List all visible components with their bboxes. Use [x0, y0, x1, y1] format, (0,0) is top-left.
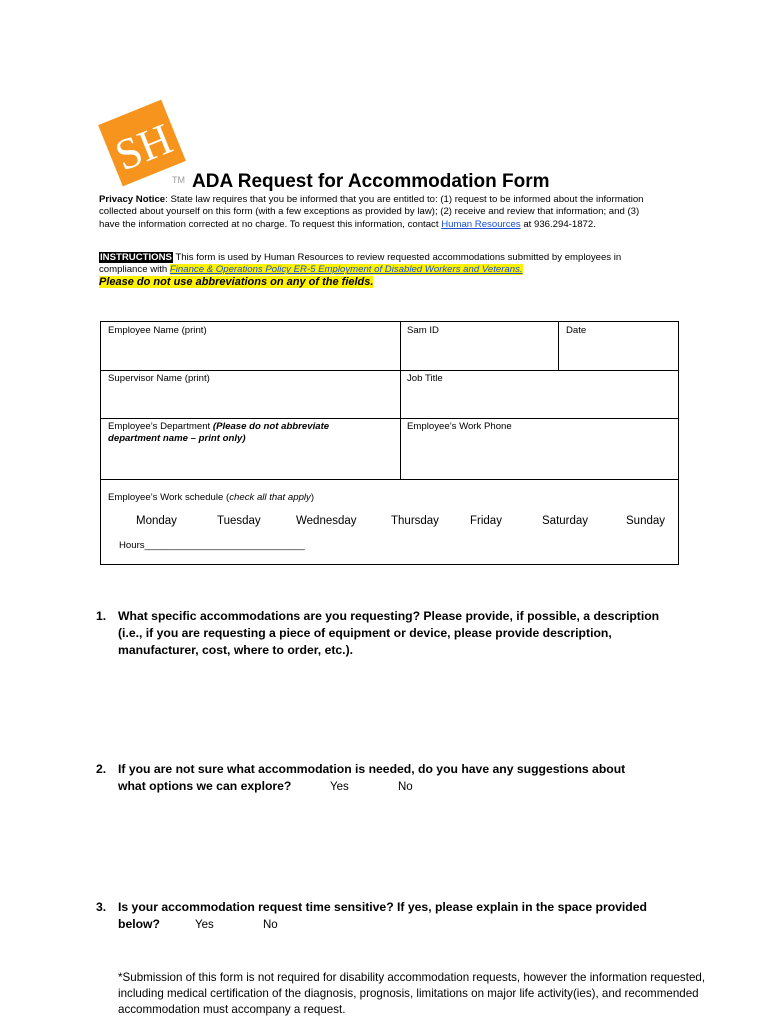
department-note: (Please do not abbreviate department name – print only)	[108, 421, 330, 444]
question-1-text: What specific accommodations are you requesting? Please provide, if possible, a description (i.e., if you are requesting a piece of equipment or device, please provide description, manufacturer, cost, where to order, etc.).	[118, 609, 660, 657]
schedule-prefix: Employee’s Work schedule (	[108, 492, 230, 503]
privacy-notice	[99, 194, 659, 231]
work-phone-field[interactable]: Employee’s Work Phone	[407, 421, 512, 432]
policy-link[interactable]: Finance & Operations Policy ER-5 Employment of Disabled Workers and Veterans.	[169, 264, 523, 276]
svg-text:SH: SH	[108, 113, 179, 181]
question-1-number: 1.	[96, 609, 107, 623]
question-2	[96, 761, 686, 795]
question-3-text: Is your accommodation request time sensitive? If yes, please explain in the space provided below?	[118, 900, 647, 931]
day-wednesday[interactable]: Wednesday	[296, 515, 357, 527]
question-2-no-option[interactable]: No	[398, 781, 413, 793]
day-monday[interactable]: Monday	[136, 515, 177, 527]
department-field[interactable]	[108, 421, 378, 445]
submission-footnote: *Submission of this form is not required for disability accommodation requests, however the information requested, including medical certification of the diagnosis, prognosis, limitations on major life activity(ies), and recommended accommodation must accompany a request.	[118, 971, 706, 1016]
question-2-yes-option[interactable]: Yes	[330, 781, 349, 793]
schedule-suffix: )	[310, 492, 315, 503]
human-resources-link[interactable]: Human Resources	[441, 218, 521, 230]
work-schedule-label	[108, 492, 314, 504]
instructions	[99, 252, 659, 277]
day-sunday[interactable]: Sunday	[626, 515, 666, 527]
job-title-field[interactable]: Job Title	[407, 373, 443, 384]
question-2-number: 2.	[96, 762, 107, 776]
instructions-text: This form is used by Human Resources to review requested accommodations submitted by employees in compliance with	[99, 252, 622, 276]
hours-field[interactable]: Hours______________________________	[119, 540, 305, 551]
question-3-no-option[interactable]: No	[263, 919, 278, 931]
privacy-text: : State law requires that you be informed that you are entitled to: (1) request to be informed about the information collected about yourself on this form (with a few exceptions as provided by law); (2) receive and review that information; and (3) have the information corrected at no charge. To request this information, contact	[99, 194, 644, 230]
department-label: Employee’s Department	[108, 421, 213, 432]
day-saturday[interactable]: Saturday	[542, 515, 589, 527]
abbreviation-warning: Please do not use abbreviations on any of the fields.	[99, 276, 374, 288]
supervisor-name-field[interactable]: Supervisor Name (print)	[108, 373, 210, 384]
day-friday[interactable]: Friday	[470, 515, 502, 527]
sam-id-field[interactable]: Sam ID	[407, 325, 439, 336]
trademark-mark: TM	[172, 175, 185, 185]
privacy-contact: at 936.294-1872.	[520, 218, 596, 230]
question-3	[96, 899, 686, 933]
question-1	[96, 608, 686, 659]
question-3-number: 3.	[96, 900, 107, 914]
schedule-note: check all that apply	[229, 492, 311, 503]
employee-name-field[interactable]: Employee Name (print)	[108, 325, 207, 336]
page-title: ADA Request for Accommodation Form	[192, 171, 550, 192]
day-tuesday[interactable]: Tuesday	[217, 515, 261, 527]
instructions-label: INSTRUCTIONS	[100, 252, 172, 263]
date-field[interactable]: Date	[566, 325, 587, 336]
question-3-yes-option[interactable]: Yes	[195, 919, 214, 931]
day-thursday[interactable]: Thursday	[391, 515, 439, 527]
question-2-text: If you are not sure what accommodation is needed, do you have any suggestions about what options we can explore?	[118, 762, 626, 793]
privacy-label: Privacy Notice	[99, 194, 166, 205]
employee-info-table	[100, 321, 679, 565]
